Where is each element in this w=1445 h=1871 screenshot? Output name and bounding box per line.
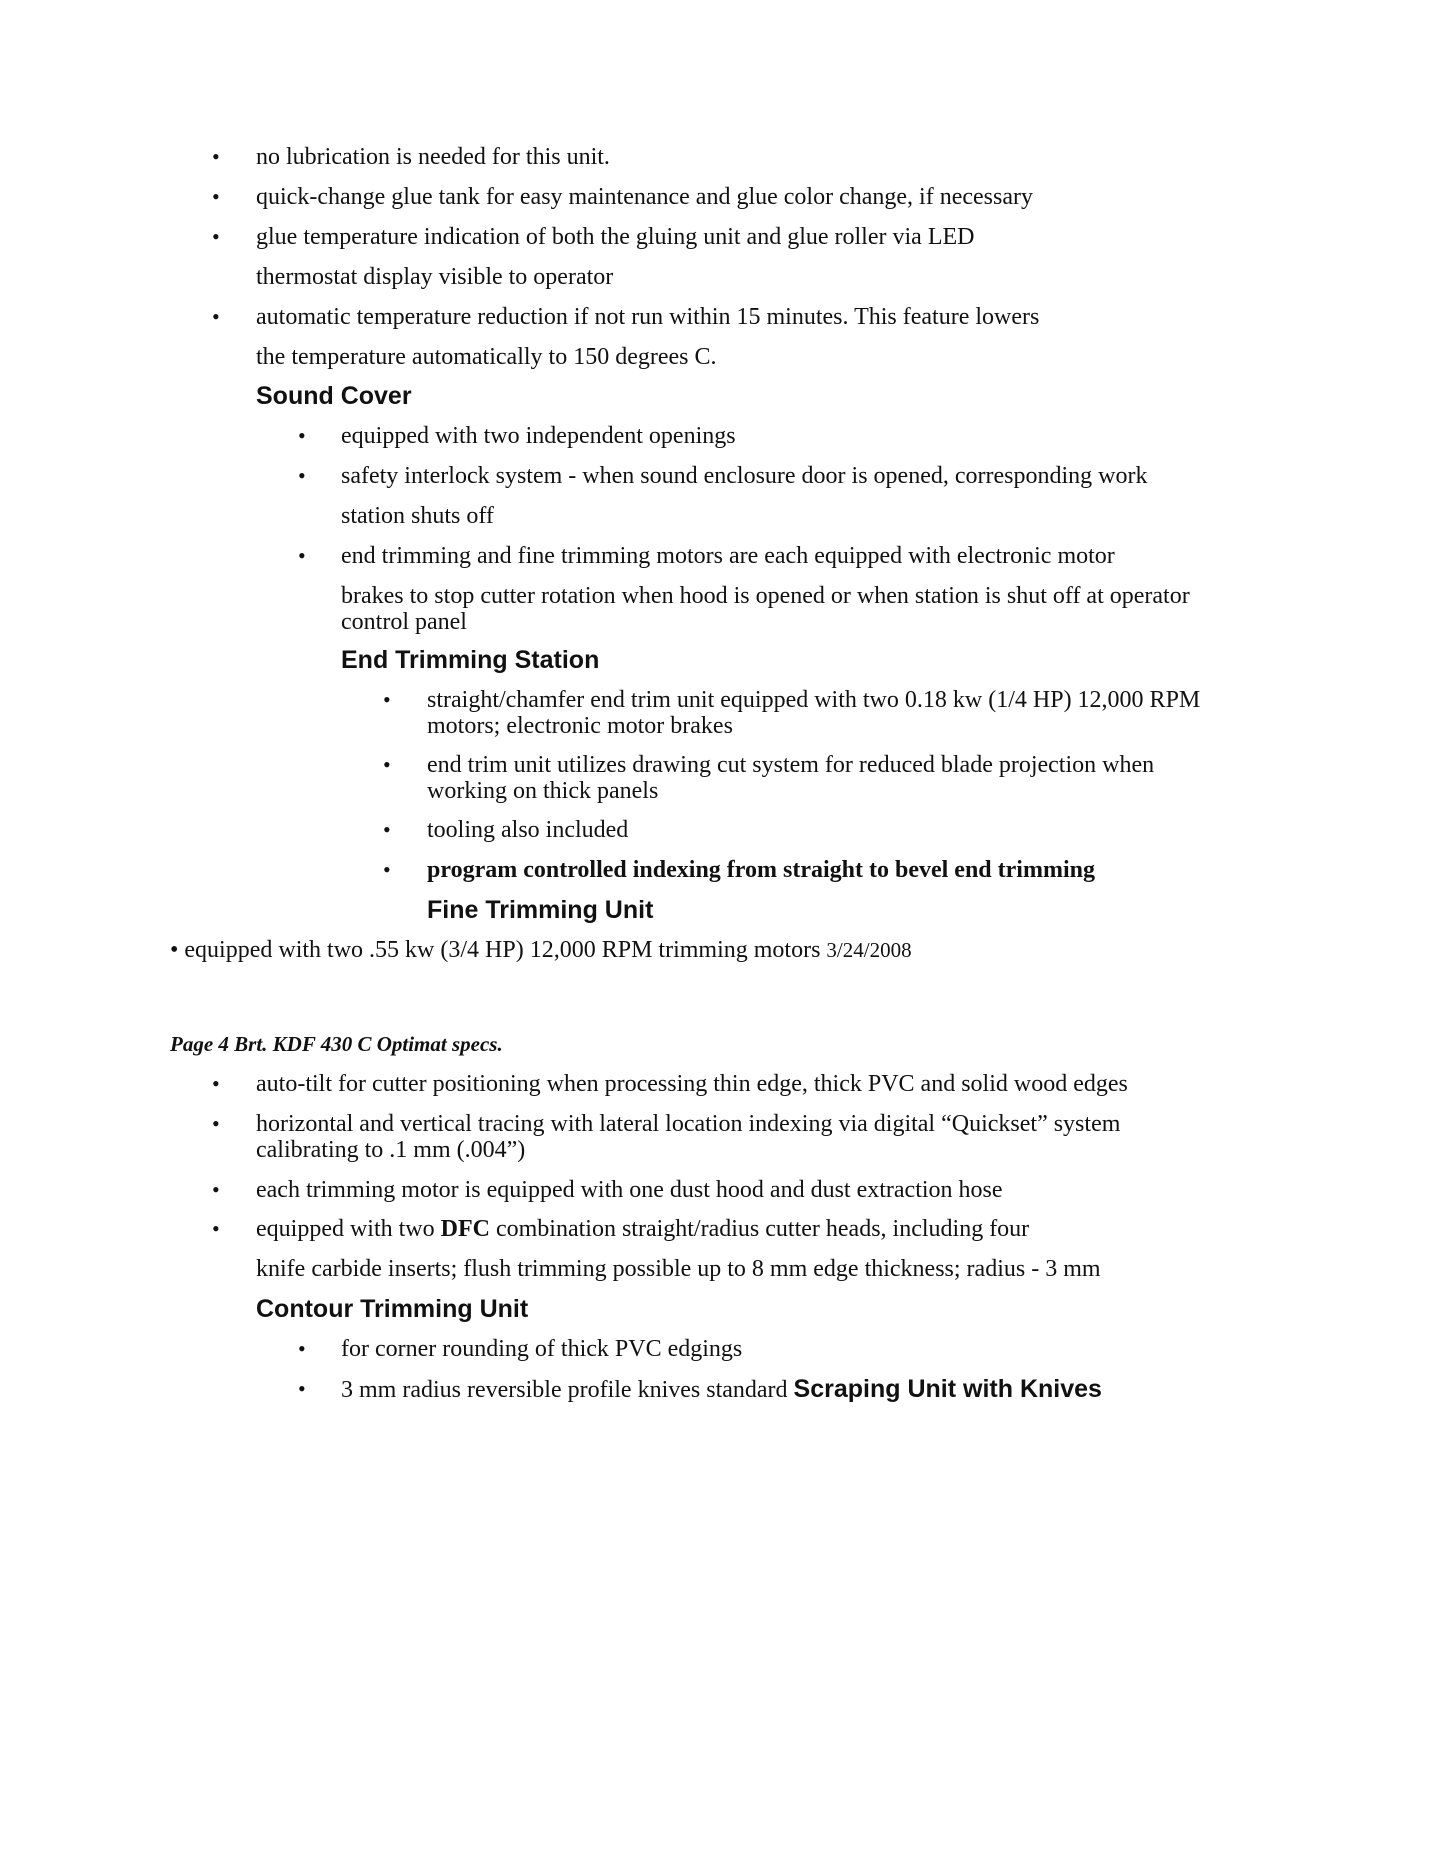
- bullet: •: [212, 144, 220, 169]
- list-item: equipped with two independent openings: [341, 423, 736, 449]
- bullet: •: [212, 304, 220, 329]
- bullet: •: [383, 687, 391, 712]
- bullet: •: [298, 1376, 306, 1401]
- bullet: •: [212, 1216, 220, 1241]
- list-item-continuation: the temperature automatically to 150 degrees C.: [256, 344, 717, 370]
- list-item-continuation: control panel: [341, 609, 467, 635]
- list-item: [341, 1374, 1102, 1405]
- list-item: no lubrication is needed for this unit.: [256, 144, 610, 170]
- list-item-continuation: calibrating to .1 mm (.004”): [256, 1137, 526, 1163]
- list-item: straight/chamfer end trim unit equipped with two 0.18 kw (1/4 HP) 12,000 RPM: [427, 687, 1201, 713]
- bullet: •: [212, 1071, 220, 1096]
- list-item-continuation: motors; electronic motor brakes: [427, 713, 733, 739]
- bullet: •: [383, 752, 391, 777]
- page-header: Page 4 Brt. KDF 430 C Optimat specs.: [170, 1032, 503, 1056]
- list-item: end trimming and fine trimming motors are each equipped with electronic motor: [341, 543, 1115, 569]
- bullet: •: [383, 857, 391, 882]
- bullet: •: [298, 543, 306, 568]
- text-run: equipped with two: [256, 1216, 441, 1242]
- list-item: each trimming motor is equipped with one dust hood and dust extraction hose: [256, 1177, 1003, 1203]
- bullet: •: [298, 423, 306, 448]
- list-item: tooling also included: [427, 817, 629, 843]
- list-item-bold: program controlled indexing from straight to bevel end trimming: [427, 857, 1095, 883]
- bullet: •: [383, 817, 391, 842]
- list-item: for corner rounding of thick PVC edgings: [341, 1336, 743, 1362]
- list-item-continuation: working on thick panels: [427, 778, 659, 804]
- list-item-continuation: knife carbide inserts; flush trimming possible up to 8 mm edge thickness; radius - 3 mm: [256, 1256, 1101, 1282]
- text-run: combination straight/radius cutter heads, including four: [489, 1216, 1030, 1242]
- bullet: •: [212, 184, 220, 209]
- list-item-text: • equipped with two .55 kw (3/4 HP) 12,000 RPM trimming motors: [170, 937, 821, 963]
- list-item: quick-change glue tank for easy maintenance and glue color change, if necessary: [256, 184, 1033, 210]
- list-item: [256, 1214, 1029, 1244]
- bullet: •: [212, 224, 220, 249]
- bullet: •: [212, 1111, 220, 1136]
- heading-end-trimming-station: End Trimming Station: [341, 646, 600, 674]
- list-item-fine-trimming: [170, 935, 912, 965]
- list-item-continuation: thermostat display visible to operator: [256, 264, 614, 290]
- bullet: •: [298, 1336, 306, 1361]
- text-run: 3 mm radius reversible profile knives standard: [341, 1377, 794, 1403]
- list-item-continuation: station shuts off: [341, 503, 494, 529]
- list-item: safety interlock system - when sound enclosure door is opened, corresponding work: [341, 463, 1148, 489]
- bullet: •: [212, 1177, 220, 1202]
- list-item: auto-tilt for cutter positioning when processing thin edge, thick PVC and solid wood edges: [256, 1071, 1128, 1097]
- footer-date: 3/24/2008: [826, 938, 912, 962]
- list-item-continuation: brakes to stop cutter rotation when hood is opened or when station is shut off at operator: [341, 583, 1190, 609]
- heading-contour-trimming-unit: Contour Trimming Unit: [256, 1295, 529, 1323]
- heading-sound-cover: Sound Cover: [256, 382, 412, 410]
- text-run-bold: DFC: [440, 1216, 490, 1242]
- bullet: •: [298, 463, 306, 488]
- heading-fine-trimming-unit: Fine Trimming Unit: [427, 896, 654, 924]
- heading-scraping-unit: Scraping Unit with Knives: [793, 1375, 1102, 1403]
- list-item: glue temperature indication of both the gluing unit and glue roller via LED: [256, 224, 975, 250]
- list-item: horizontal and vertical tracing with lateral location indexing via digital “Quickset” system: [256, 1111, 1121, 1137]
- list-item: automatic temperature reduction if not run within 15 minutes. This feature lowers: [256, 304, 1040, 330]
- list-item: end trim unit utilizes drawing cut system for reduced blade projection when: [427, 752, 1155, 778]
